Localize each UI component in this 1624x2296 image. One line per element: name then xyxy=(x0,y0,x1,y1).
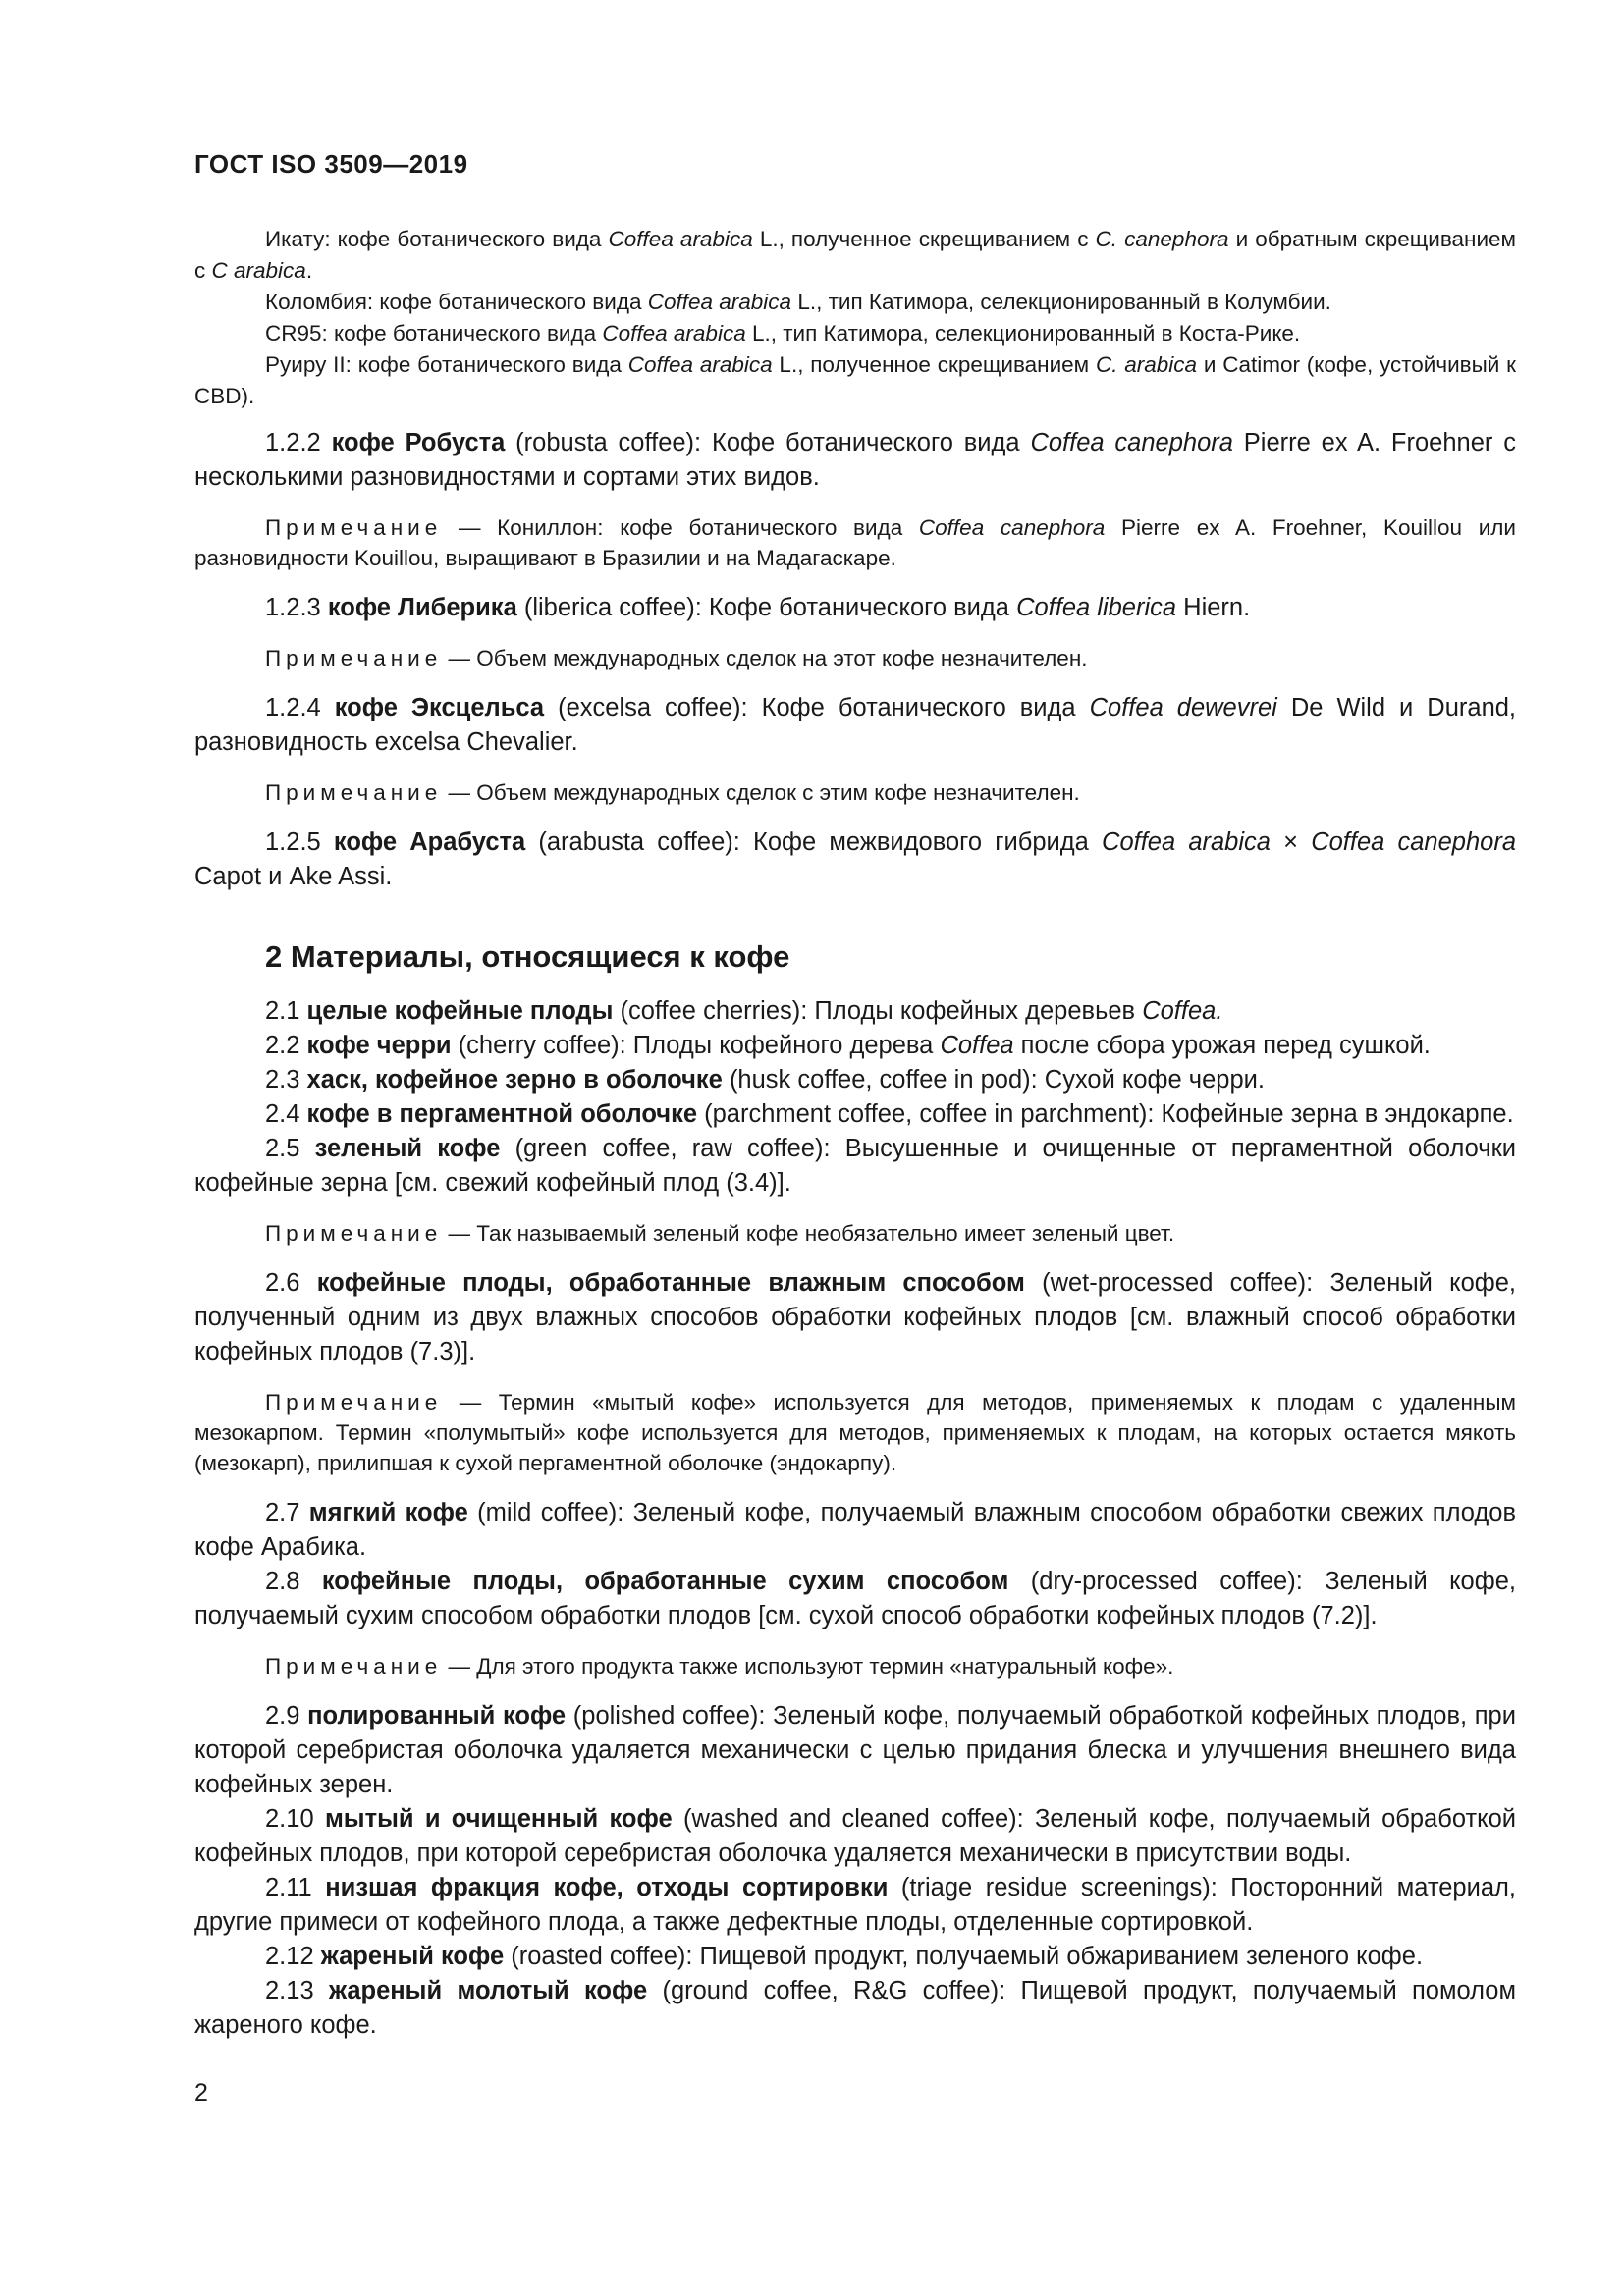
definition-2-3: 2.3 хаск, кофейное зерно в оболочке (husk coffee, coffee in pod): Сухой кофе черри. xyxy=(265,1066,1265,1094)
note-2-6: Примечание — Термин «мытый кофе» используется для методов, применяемых к плодам с удаленным мезокарпом. Термин «полумытый» кофе используется для методов, применяемых к плодам, на которых остается мякоть (мезокарп), прилипшая к сухой пергаментной оболочке (эндокарпу). xyxy=(194,1390,1516,1475)
definition-2-8: 2.8 кофейные плоды, обработанные сухим способом (dry-processed coffee): Зеленый кофе, получаемый сухим способом обработки плодов [см. сухой способ обработки кофейных плодов (7.2)]. xyxy=(194,1568,1516,1629)
note-1-2-2: Примечание — Кониллон: кофе ботанического вида Coffea canephora Pierre ex A. Froehner, Kouillou или разновидности Kouillou, выращивают в Бразилии и на Мадагаскаре. xyxy=(194,515,1516,570)
definition-2-9: 2.9 полированный кофе (polished coffee): Зеленый кофе, получаемый обработкой кофейных плодов, при которой серебристая оболочка удаляется механически с целью придания блеска и улучшения внешнего вида кофейных зерен. xyxy=(194,1702,1516,1798)
note-1-2-3: Примечание — Объем международных сделок на этот кофе незначителен. xyxy=(265,646,1088,670)
variety-colombia: Коломбия: кофе ботанического вида Coffea arabica L., тип Катимора, селекционированный в Колумбии. xyxy=(265,290,1331,314)
definition-1-2-5: 1.2.5 кофе Арабуста (arabusta coffee): Кофе межвидового гибрида Coffea arabica × Coffea canephora Capot и Ake Assi. xyxy=(194,828,1516,890)
definition-2-10: 2.10 мытый и очищенный кофе (washed and cleaned coffee): Зеленый кофе, получаемый обработкой кофейных плодов, при которой серебристая оболочка удаляется механически в присутствии воды. xyxy=(194,1805,1516,1867)
definition-1-2-4: 1.2.4 кофе Эксцельса (excelsa coffee): Кофе ботанического вида Coffea dewevrei De Wild и Durand, разновидность excelsa Chevalier. xyxy=(194,694,1517,756)
section-2-heading: 2 Материалы, относящиеся к кофе xyxy=(265,939,790,974)
note-2-5: Примечание — Так называемый зеленый кофе необязательно имеет зеленый цвет. xyxy=(265,1221,1175,1246)
definition-1-2-3: 1.2.3 кофе Либерика (liberica coffee): Кофе ботанического вида Coffea liberica Hiern. xyxy=(265,594,1251,621)
variety-icatu: Икату: кофе ботанического вида Coffea arabica L., полученное скрещиванием с C. canephora и обратным скрещиванием с C arabica. xyxy=(194,227,1517,283)
page-header: ГОСТ ISO 3509—2019 xyxy=(194,149,468,179)
note-2-8: Примечание — Для этого продукта также используют термин «натуральный кофе». xyxy=(265,1654,1174,1679)
variety-cr95: CR95: кофе ботанического вида Coffea arabica L., тип Катимора, селекционированный в Коста-Рике. xyxy=(265,321,1301,346)
definition-2-6: 2.6 кофейные плоды, обработанные влажным способом (wet-processed coffee): Зеленый кофе, полученный одним из двух влажных способов обработки кофейных плодов [см. влажный способ обработки кофейных плодов (7.3)]. xyxy=(194,1269,1516,1365)
definition-2-4: 2.4 кофе в пергаментной оболочке (parchment coffee, coffee in parchment): Кофейные зерна в эндокарпе. xyxy=(265,1100,1514,1128)
document-body xyxy=(194,224,1516,2043)
definition-2-1: 2.1 целые кофейные плоды (coffee cherries): Плоды кофейных деревьев Coffea. xyxy=(265,997,1223,1025)
definition-2-7: 2.7 мягкий кофе (mild coffee): Зеленый кофе, получаемый влажным способом обработки свежих плодов кофе Арабика. xyxy=(194,1499,1516,1561)
page-number: 2 xyxy=(194,2079,208,2107)
definition-2-11: 2.11 низшая фракция кофе, отходы сортировки (triage residue screenings): Посторонний материал, другие примеси от кофейного плода, а также дефектные плоды, отделенные сортировкой. xyxy=(194,1874,1516,1936)
definition-2-5: 2.5 зеленый кофе (green coffee, raw coffee): Высушенные и очищенные от пергаментной оболочки кофейные зерна [см. свежий кофейный плод (3.4)]. xyxy=(194,1135,1516,1197)
note-1-2-4: Примечание — Объем международных сделок с этим кофе незначителен. xyxy=(265,780,1080,805)
definition-2-12: 2.12 жареный кофе (roasted coffee): Пищевой продукт, получаемый обжариванием зеленого кофе. xyxy=(265,1943,1424,1970)
definition-1-2-2: 1.2.2 кофе Робуста (robusta coffee): Кофе ботанического вида Coffea canephora Pierre ex A. Froehner с несколькими разновидностями и сортами этих видов. xyxy=(194,429,1516,491)
variety-ruiru: Руиру II: кофе ботанического вида Coffea arabica L., полученное скрещиванием C. arabica и Catimor (кофе, устойчивый к CBD). xyxy=(194,352,1517,408)
definition-2-13: 2.13 жареный молотый кофе (ground coffee, R&G coffee): Пищевой продукт, получаемый помолом жареного кофе. xyxy=(194,1977,1517,2039)
definition-2-2: 2.2 кофе черри (cherry coffee): Плоды кофейного дерева Coffea после сбора урожая перед сушкой. xyxy=(265,1032,1431,1059)
